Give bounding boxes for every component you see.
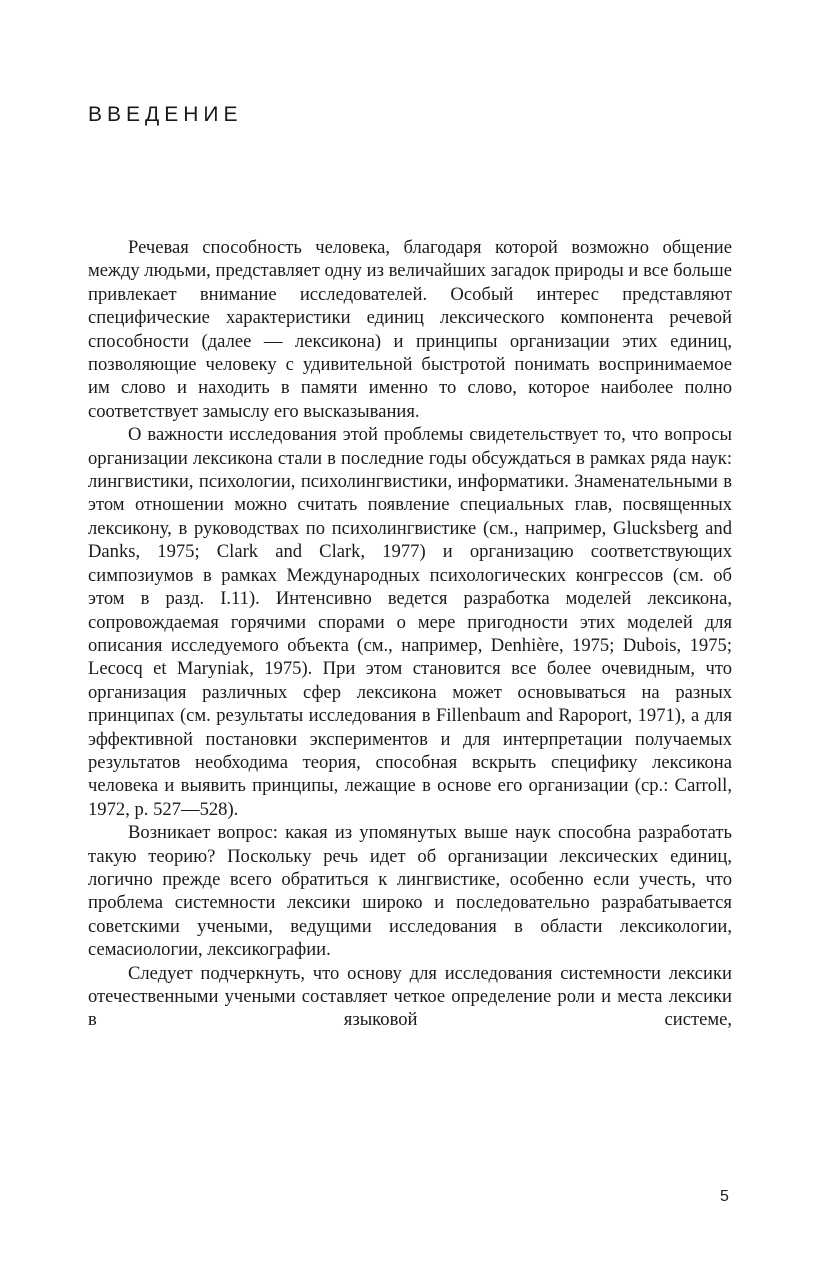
paragraph-1: Речевая способность человека, благодаря которой возможно общение между людьми, представляет одну из величайших загадок природы и все больше привлекает внимание исследователей. Особый интерес представляют специфические характеристики единиц лексического компонента речевой способности (далее — лексикона) и принципы организации этих единиц, позволяющие человеку с удивительной быстротой понимать воспринимаемое им слово и находить в памяти именно то слово, которое наиболее полно соответствует замыслу его высказывания. xyxy=(88,237,732,422)
paragraph-4: Следует подчеркнуть, что основу для исследования системности лексики отечественными учеными составляет четкое определение роли и места лексики в языковой системе, xyxy=(88,962,732,1031)
chapter-heading: ВВЕДЕНИЕ xyxy=(88,103,243,126)
paragraph-3: Возникает вопрос: какая из упомянутых выше наук способна разработать такую теорию? Поскольку речь идет об организации лексических единиц, логично прежде всего обратиться к лингвистике, особенно если учесть, что проблема системности лексики широко и последовательно разрабатывается советскими учеными, ведущими исследования в области лексикологии, семасиологии, лексикографии. xyxy=(88,822,732,961)
paragraph-2: О важности исследования этой проблемы свидетельствует то, что вопросы организации лексикона стали в последние годы обсуждаться в рамках ряда наук: лингвистики, психологии, психолингвистики, информатики. Знаменательными в этом отношении можно считать появление специальных глав, посвященных лексикону, в руководствах по психолингвистике (см., например, Glucksberg and Danks, 1975; Clark and Clark, 1977) и организацию соответствующих симпозиумов в рамках Международных психологических конгрессов (см. об этом в разд. I.11). Интенсивно ведется разработка моделей лексикона, сопровождаемая горячими спорами о мере пригодности этих моделей для описания исследуемого объекта (см., например, Denhière, 1975; Dubois, 1975; Lecocq et Maryniak, 1975). При этом становится все более очевидным, что организация различных сфер лексикона может основываться на разных принципах (см. результаты исследования в Fillenbaum and Rapoport, 1971), а для эффективной постановки экспериментов и для интерпретации получаемых результатов необходима теория, способная вскрыть специфику лексикона человека и выявить принципы, лежащие в основе его организации (ср.: Carroll, 1972, р. 527—528). xyxy=(88,424,732,820)
body-text xyxy=(88,236,732,1032)
page-number: 5 xyxy=(720,1188,729,1205)
